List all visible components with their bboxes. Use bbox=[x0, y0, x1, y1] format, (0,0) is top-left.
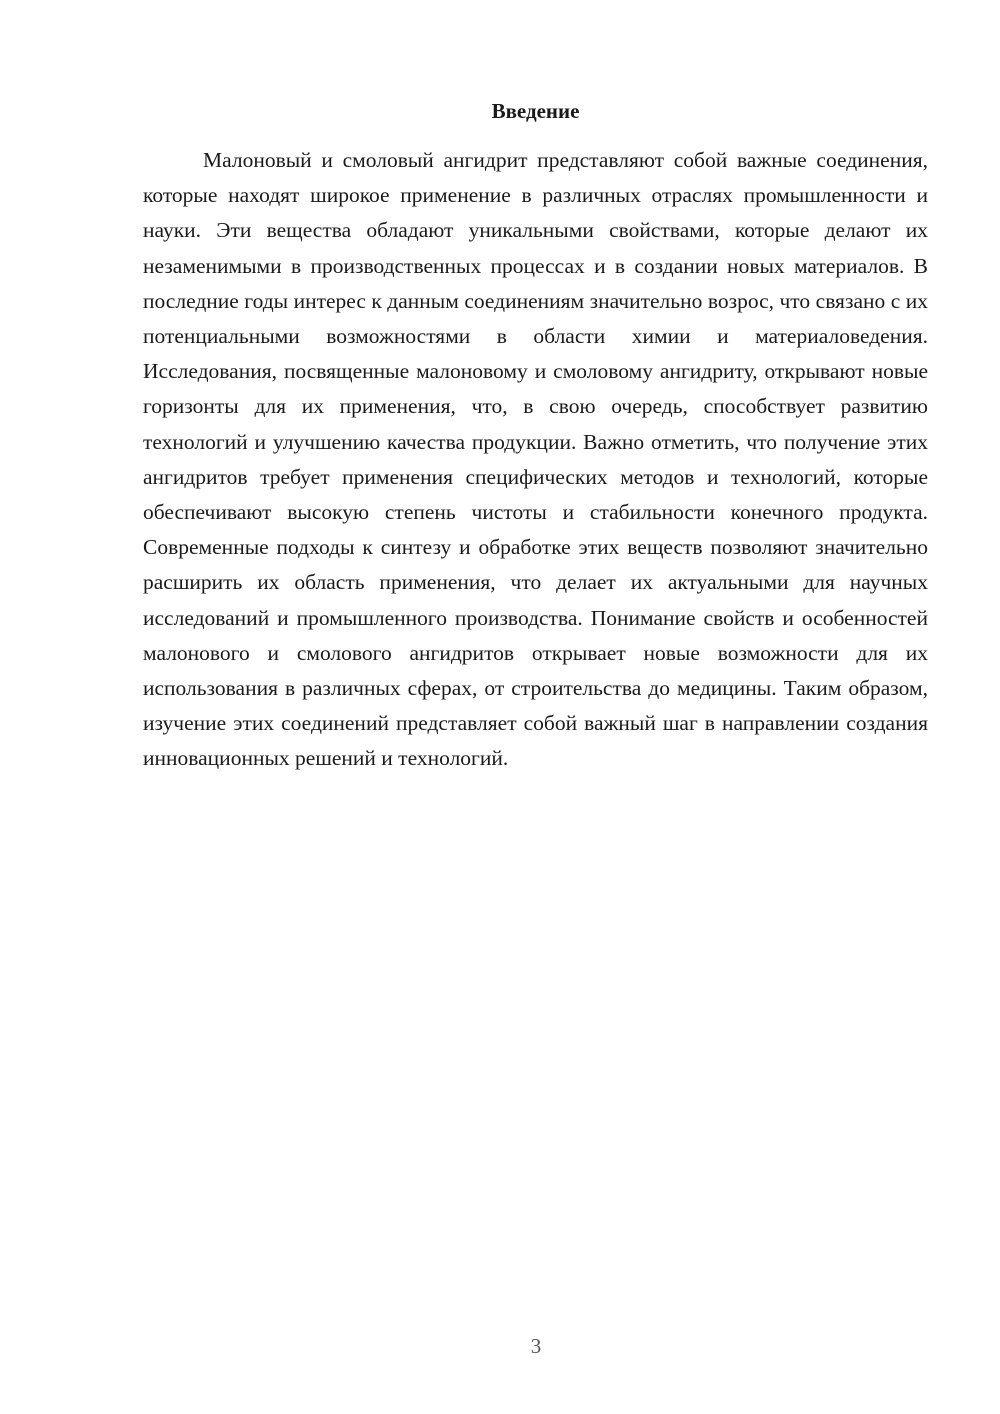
page-number: 3 bbox=[530, 1334, 542, 1358]
section-heading: Введение bbox=[491, 99, 580, 123]
body-paragraph: Малоновый и смоловый ангидрит представляют собой важные соединения, которые находят широкое применение в различных отраслях промышленности и науки. Эти вещества обладают уникальными свойствами, которые делают их незаменимыми в производственных процессах и в создании новых материалов. В последние годы интерес к данным соединениям значительно возрос, что связано с их потенциальными возможностями в области химии и материаловедения. Исследования, посвященные малоновому и смоловому ангидриту, открывают новые горизонты для их применения, что, в свою очередь, способствует развитию технологий и улучшению качества продукции. Важно отметить, что получение этих ангидритов требует применения специфических методов и технологий, которые обеспечивают высокую степень чистоты и стабильности конечного продукта. Современные подходы к синтезу и обработке этих веществ позволяют значительно расширить их область применения, что делает их актуальными для научных исследований и промышленного производства. Понимание свойств и особенностей малонового и смолового ангидритов открывает новые возможности для их использования в различных сферах, от строительства до медицины. Таким образом, изучение этих соединений представляет собой важный шаг в направлении создания инновационных решений и технологий. bbox=[143, 148, 928, 771]
